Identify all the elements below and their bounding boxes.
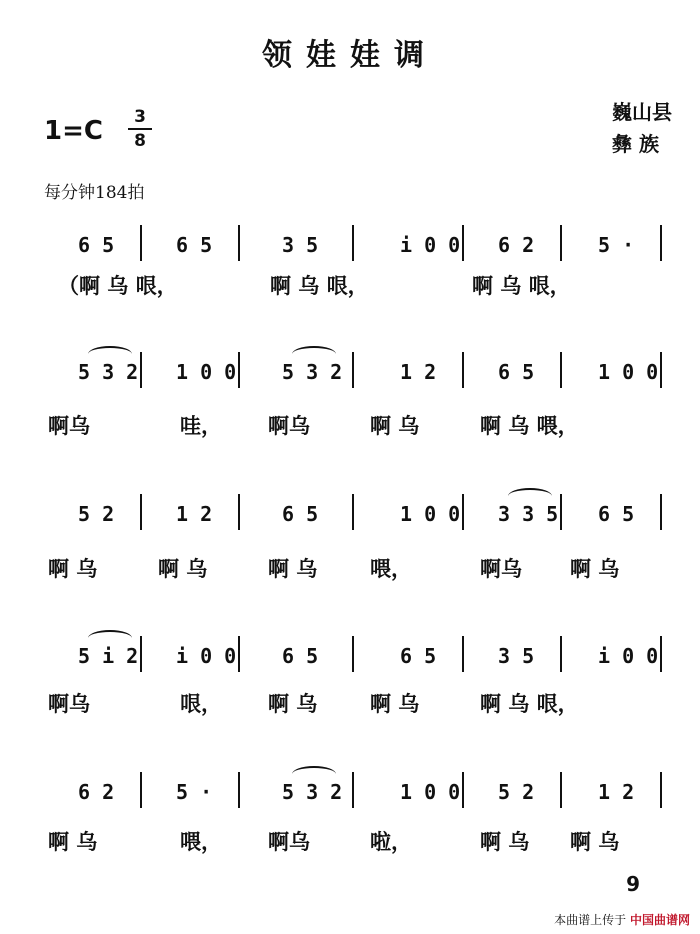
lyric-text: 啊 乌 喂， [480, 413, 579, 438]
bar-line [462, 352, 464, 388]
notation-row [40, 352, 660, 392]
bar-line [352, 636, 354, 672]
measure-notes: 5 2 [498, 780, 535, 804]
lyric-text: 哏， [180, 691, 222, 716]
bar-line [140, 225, 142, 261]
lyric-text: 啊乌 [480, 556, 522, 581]
bar-line [140, 352, 142, 388]
measure-notes: 6 5 [498, 360, 535, 384]
bar-line [462, 772, 464, 808]
measure-notes: 3 5 [498, 644, 535, 668]
bar-line [352, 352, 354, 388]
bar-line [352, 772, 354, 808]
bar-line [352, 494, 354, 530]
lyric-text: 啊 乌 哏， [480, 691, 579, 716]
key-signature: 1=C [44, 116, 103, 146]
measure-notes: 6 5 [282, 502, 319, 526]
measure-notes: i 0 0 [598, 644, 659, 668]
lyric-text: 啊乌 [48, 413, 90, 438]
measure-notes: 5 · [176, 780, 213, 804]
lyric-text: 啊 乌 哏， [270, 273, 369, 298]
measure-notes: 1 0 0 [176, 360, 237, 384]
lyric-text: 喂， [370, 556, 412, 581]
notation-row [40, 772, 660, 812]
measure-notes: 5 · [598, 233, 635, 257]
lyric-text: 啦， [370, 829, 412, 854]
origin-county: 巍山县 [612, 100, 672, 124]
lyric-text: 啊 乌 [570, 829, 620, 854]
slur-mark [292, 766, 336, 782]
measure-notes: 5 2 [78, 502, 115, 526]
song-title: 领娃娃调 [262, 38, 438, 73]
measure-notes: 6 5 [78, 233, 115, 257]
measure-notes: 5 3 2 [282, 780, 343, 804]
lyric-text: 啊乌 [268, 413, 310, 438]
measure-notes: 3 3 5 [498, 502, 559, 526]
bar-line [660, 636, 662, 672]
meter-bottom: 8 [134, 131, 146, 151]
lyric-text: 哇， [180, 413, 222, 438]
lyric-text: （啊 乌 哏， [58, 273, 178, 298]
lyric-text: 啊乌 [268, 829, 310, 854]
bar-line [238, 352, 240, 388]
measure-notes: 5 i 2 [78, 644, 139, 668]
slur-mark [508, 488, 552, 504]
slur-mark [88, 346, 132, 362]
bar-line [660, 352, 662, 388]
measure-notes: 6 2 [78, 780, 115, 804]
bar-line [238, 225, 240, 261]
bar-line [140, 772, 142, 808]
lyric-text: 啊 乌 [48, 829, 98, 854]
lyric-text: 啊 乌 [158, 556, 208, 581]
measure-notes: 1 2 [176, 502, 213, 526]
bar-line [660, 225, 662, 261]
lyric-text: 啊 乌 [570, 556, 620, 581]
time-signature [128, 108, 152, 150]
slur-mark [292, 346, 336, 362]
bar-line [238, 494, 240, 530]
measure-notes: 5 3 2 [78, 360, 139, 384]
bar-line [140, 636, 142, 672]
bar-line [352, 225, 354, 261]
measure-notes: i 0 0 [176, 644, 237, 668]
lyric-text: 啊 乌 [268, 691, 318, 716]
bar-line [462, 494, 464, 530]
site-logo: 中国曲谱网 [629, 913, 690, 927]
notation-row [40, 636, 660, 676]
measure-notes: 1 0 0 [598, 360, 659, 384]
footer-credit [554, 911, 690, 928]
measure-notes: i 0 0 [400, 233, 461, 257]
bar-line [560, 494, 562, 530]
measure-notes: 5 3 2 [282, 360, 343, 384]
slur-mark [88, 630, 132, 646]
measure-notes: 6 2 [498, 233, 535, 257]
lyric-text: 喂， [180, 829, 222, 854]
measure-notes: 1 2 [598, 780, 635, 804]
meter-top: 3 [134, 107, 146, 127]
origin-info [612, 96, 672, 160]
measure-notes: 6 5 [176, 233, 213, 257]
bar-line [238, 636, 240, 672]
notation-row [40, 494, 660, 534]
lyric-text: 啊乌 [48, 691, 90, 716]
measure-notes: 1 2 [400, 360, 437, 384]
measure-notes: 6 5 [598, 502, 635, 526]
bar-line [462, 636, 464, 672]
lyric-text: 啊 乌 [48, 556, 98, 581]
lyric-text: 啊 乌 哏， [472, 273, 571, 298]
lyric-text: 啊 乌 [370, 413, 420, 438]
lyric-text: 啊 乌 [370, 691, 420, 716]
meter-divider [128, 128, 152, 130]
footer-prefix: 本曲谱上传于 [554, 913, 627, 927]
bar-line [140, 494, 142, 530]
lyric-text: 啊 乌 [268, 556, 318, 581]
bar-line [238, 772, 240, 808]
bar-line [462, 225, 464, 261]
measure-notes: 6 5 [400, 644, 437, 668]
origin-ethnicity: 彝 族 [612, 132, 659, 156]
measure-notes: 1 0 0 [400, 780, 461, 804]
bar-line [560, 772, 562, 808]
measure-notes: 6 5 [282, 644, 319, 668]
measure-notes: 3 5 [282, 233, 319, 257]
bar-line [660, 772, 662, 808]
page-number: 9 [626, 872, 640, 896]
bar-line [560, 225, 562, 261]
tempo-marking: 每分钟184拍 [44, 183, 145, 203]
bar-line [660, 494, 662, 530]
notation-row [40, 225, 660, 265]
bar-line [560, 352, 562, 388]
lyric-text: 啊 乌 [480, 829, 530, 854]
bar-line [560, 636, 562, 672]
measure-notes: 1 0 0 [400, 502, 461, 526]
